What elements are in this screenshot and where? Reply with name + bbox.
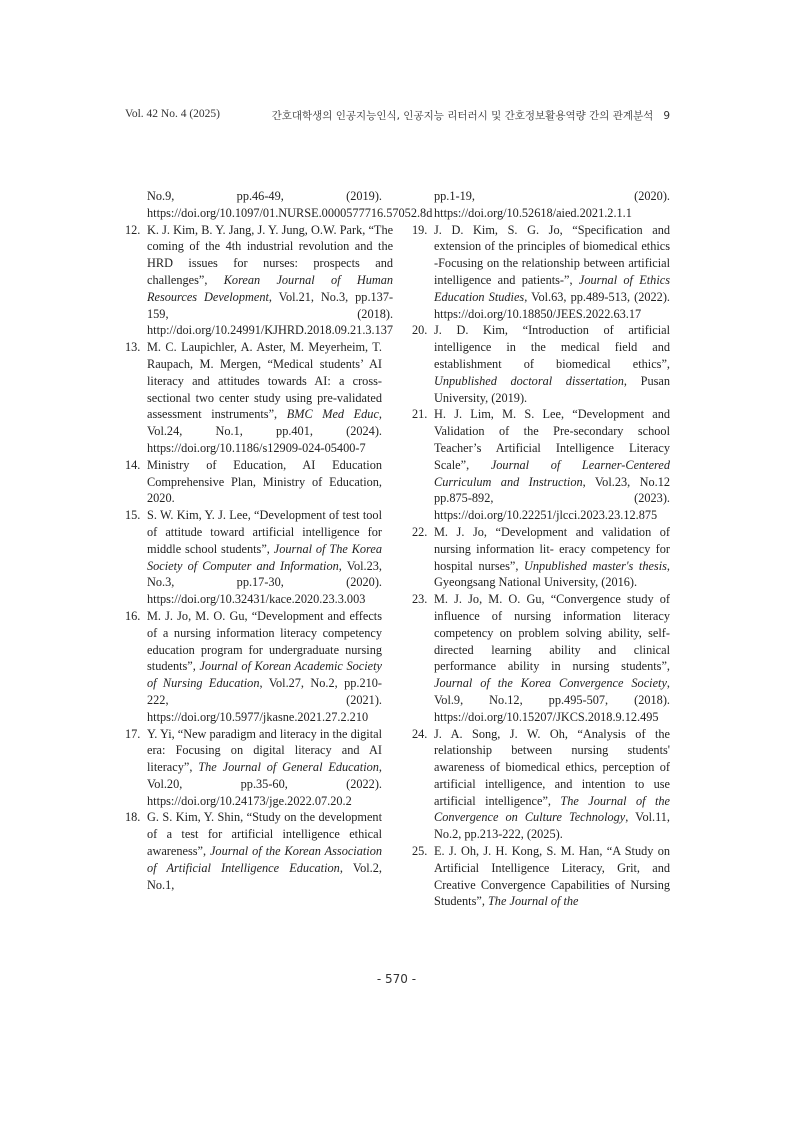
- reference-item: [412, 591, 670, 725]
- reference-item: [125, 726, 382, 810]
- reference-journal: The Journal of the: [487, 894, 579, 909]
- reference-details: , Vol.63, pp.489-513, (2022). https://doi.org/10.18850/JEES.2022.63.17: [434, 289, 670, 321]
- reference-authors-title: M. J. Jo, M. O. Gu, “Development and effects of a nursing information literacy competency education program for undergraduate nursing students”,: [147, 608, 382, 674]
- reference-text: [147, 608, 382, 726]
- reference-continuation: No.9, pp.46-49, (2019). https://doi.org/10.1097/01.NURSE.0000577716.57052.8d: [147, 189, 433, 220]
- reference-number: 13.: [125, 340, 141, 355]
- reference-authors-title: M. J. Jo, M. O. Gu, “Convergence study of influence of nursing information literacy competency on problem solving ability, self-directed learning ability and clinical performance ability in nursing students”,: [434, 592, 670, 674]
- reference-authors-title: S. W. Kim, Y. J. Lee, “Development of test tool of attitude toward artificial intelligence for middle school students”,: [147, 508, 382, 556]
- reference-journal: Journal of The Korea Society of Computer and Information: [147, 541, 382, 573]
- reference-item: [125, 457, 382, 507]
- reference-journal: The Journal of the Convergence on Culture Technology: [434, 793, 670, 825]
- reference-authors-title: M. J. Jo, “Development and validation of nursing information lit- eracy competency for hospital nurses”,: [434, 524, 670, 573]
- running-title-text: 간호대학생의 인공지능인식, 인공지능 리터러시 및 간호정보활용역량 간의 관계분석: [271, 110, 654, 122]
- reference-journal: Journal of the Korean Association of Artificial Intelligence Education: [147, 844, 383, 875]
- reference-authors-title: E. J. Oh, J. H. Kong, S. M. Han, “A Study on Artificial Intelligence Literacy, Grit, and Creative Convergence Capabilities of Nursing Students”,: [434, 844, 670, 909]
- reference-continuation: pp.1-19, (2020). https://doi.org/10.52618/aied.2021.2.1.1: [434, 189, 670, 220]
- reference-journal: Journal of Learner-Centered Curriculum and Instruction: [434, 457, 670, 489]
- reference-number: 23.: [412, 592, 428, 607]
- reference-text: [434, 843, 670, 910]
- reference-journal: Journal of the Korea Convergence Society: [434, 676, 667, 691]
- reference-journal: Journal of Ethics Education Studies: [434, 272, 670, 304]
- reference-details: , Vol.21, No.3, pp.137-159, (2018). http://doi.org/10.24991/KJHRD.2018.09.21.3.137: [147, 289, 394, 338]
- reference-text: [434, 222, 670, 323]
- reference-list-left: [125, 222, 394, 894]
- reference-journal: Unpublished master's thesis: [524, 558, 667, 573]
- reference-details: , Vol.2, No.1,: [147, 860, 382, 892]
- reference-details: , Gyeongsang National University, (2016).: [434, 558, 670, 590]
- reference-number: 15.: [125, 508, 141, 523]
- reference-journal: Unpublished doctoral dissertation: [434, 373, 624, 388]
- reference-text: [147, 339, 382, 457]
- reference-authors-title: G. S. Kim, Y. Shin, “Study on the development of a test for artificial intelligence ethical awareness”,: [147, 810, 382, 859]
- reference-details: , Vol.27, No.2, pp.210-222, (2021). https://doi.org/10.5977/jkasne.2021.27.2.210: [147, 676, 382, 724]
- reference-number: 18.: [125, 810, 141, 825]
- reference-authors-title: J. D. Kim, S. G. Jo, “Specification and extension of the principles of biomedical ethics -Focusing on the relationship between artificial intelligence and patients-”,: [434, 222, 670, 287]
- reference-authors-title: Ministry of Education, AI Education Comprehensive Plan, Ministry of Education, 2020.: [147, 457, 382, 506]
- reference-authors-title: K. J. Kim, B. Y. Jang, J. Y. Jung, O.W. Park, “The coming of the 4th industrial revolution and the HRD issues for nurses: prospects and challenges”,: [147, 222, 394, 287]
- running-header: [125, 108, 670, 126]
- reference-item: [412, 406, 670, 524]
- header-page-number: 9: [663, 110, 670, 122]
- reference-item: [412, 222, 670, 323]
- reference-item: [412, 843, 670, 910]
- reference-text: [147, 457, 382, 507]
- reference-details: , Vol.9, No.12, pp.495-507, (2018). https://doi.org/10.15207/JKCS.2018.9.12.495: [434, 676, 670, 724]
- reference-text: [434, 591, 670, 725]
- reference-item: [412, 726, 670, 844]
- reference-text: [147, 222, 393, 340]
- reference-item: [412, 322, 670, 406]
- reference-text: [434, 322, 670, 406]
- reference-authors-title: J. D. Kim, “Introduction of artificial intelligence in the medical field and establishment of biomedical ethics”,: [434, 323, 670, 371]
- reference-text: [434, 406, 670, 524]
- reference-details: , Vol.11, No.2, pp.213-222, (2025).: [434, 810, 671, 842]
- reference-text: [147, 726, 382, 810]
- reference-number: 24.: [412, 726, 428, 741]
- reference-item: [125, 809, 382, 893]
- reference-details: , Pusan University, (2019).: [434, 373, 670, 405]
- reference-authors-title: Y. Yi, “New paradigm and literacy in the digital era: Focusing on digital literacy and AI literacy”,: [147, 726, 382, 775]
- reference-item: [125, 608, 382, 726]
- volume-info: Vol. 42 No. 4 (2025): [125, 108, 220, 120]
- reference-text: [147, 809, 382, 893]
- page-number: - 570 -: [376, 972, 417, 986]
- reference-journal: Journal of Korean Academic Society of Nursing Education: [147, 659, 382, 691]
- reference-text: [434, 524, 670, 591]
- reference-number: 14.: [125, 457, 141, 472]
- reference-item: [125, 507, 382, 608]
- reference-number: 20.: [412, 323, 428, 338]
- reference-number: 22.: [412, 524, 428, 539]
- reference-item: [125, 222, 394, 340]
- reference-journal: The Journal of General Education: [198, 760, 379, 775]
- reference-text: [434, 726, 670, 844]
- reference-details: , Vol.20, pp.35-60, (2022). https://doi.org/10.24173/jge.2022.07.20.2: [147, 760, 382, 808]
- reference-number: 16.: [125, 608, 141, 623]
- reference-item: [412, 524, 670, 591]
- reference-number: 21.: [412, 407, 428, 422]
- reference-authors-title: J. A. Song, J. W. Oh, “Analysis of the relationship between nursing students' awareness of biomedical ethics, perception of artificial intelligence, and intention to use artificial intelligence”,: [434, 726, 670, 808]
- reference-details: , Vol.23, No.12 pp.875-892, (2023). https://doi.org/10.22251/jlcci.2023.23.12.875: [434, 474, 670, 523]
- page-footer: [0, 972, 793, 986]
- reference-authors-title: M. C. Laupichler, A. Aster, M. Meyerheim, T. Raupach, M. Mergen, “Medical students’ AI literacy and attitudes towards AI: a cross-sectional two center study using pre-validated assessment instruments”,: [147, 340, 382, 422]
- reference-journal: BMC Med Educ: [286, 407, 379, 422]
- reference-journal: Korean Journal of Human Resources Development: [147, 272, 394, 304]
- reference-number: 12.: [125, 222, 141, 237]
- reference-number: 25.: [412, 844, 428, 859]
- reference-number: 19.: [412, 222, 428, 237]
- right-column: [412, 188, 670, 910]
- reference-item: [125, 339, 382, 457]
- running-title: [272, 108, 670, 123]
- reference-number: 17.: [125, 726, 141, 741]
- reference-authors-title: H. J. Lim, M. S. Lee, “Development and Validation of the Pre-secondary school Teacher’s Artificial Intelligence Literacy Scale”,: [434, 407, 670, 472]
- reference-text: [147, 507, 382, 608]
- reference-details: , Vol.23, No.3, pp.17-30, (2020). https://doi.org/10.32431/kace.2020.23.3.003: [147, 558, 382, 607]
- reference-details: , Vol.24, No.1, pp.401, (2024). https://doi.org/10.1186/s12909-024-05400-7: [147, 407, 382, 455]
- reference-list-right: [412, 222, 670, 911]
